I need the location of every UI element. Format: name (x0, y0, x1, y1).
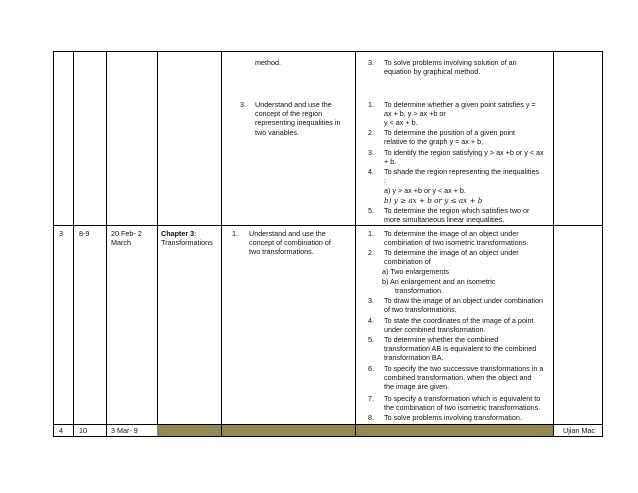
item-line: combination of (384, 257, 431, 267)
item-number: 3. (368, 296, 374, 305)
column-divider (106, 51, 107, 437)
week-range: 10 (79, 426, 87, 435)
item-line: To determine the region which satisfies two or (384, 206, 530, 215)
item-number: 5. (368, 206, 374, 215)
item-line: the image are given. (384, 382, 450, 392)
sub-item-line: transformation. (395, 286, 443, 296)
item-line: two transformations. (249, 247, 314, 257)
chapter-colon: : (194, 229, 197, 238)
item-number: 2. (368, 128, 374, 137)
item-line: concept of the region (255, 109, 323, 119)
item-line: concept of combination of (249, 238, 331, 248)
item-line: Understand and use the (255, 100, 332, 109)
item-line: relative to the graph y = ax + b, (384, 137, 484, 147)
column-divider (73, 51, 74, 437)
item-line: To draw the image of an object under combination (384, 296, 544, 305)
column-divider (553, 51, 554, 437)
item-line: To solve problems involving transformation. (384, 413, 522, 422)
shaded-cell (157, 425, 221, 436)
item-line: To identify the region satisfying y > ax +b or y < ax (384, 148, 544, 157)
learning-objective-text: method. (255, 58, 281, 67)
item-line: To shade the region representing the inequalities (384, 167, 540, 176)
item-line: To determine the position of a given point (384, 128, 516, 137)
item-line: : (384, 176, 386, 186)
table-border-bottom (53, 436, 603, 437)
item-line: under combined transformation. (384, 325, 486, 335)
item-line: y < ax + b. (384, 118, 418, 128)
item-line: transformation BA. (384, 353, 444, 363)
item-number: 7. (368, 394, 374, 403)
item-number: 4. (368, 316, 374, 325)
item-line: + b. (384, 157, 397, 167)
shaded-cell (356, 425, 553, 436)
item-line: To determine whether a given point satisfies y = (384, 100, 536, 109)
item-line: To state the coordinates of the image of a point (384, 316, 534, 325)
table-border-right (602, 51, 603, 437)
item-number: 3. (368, 148, 374, 157)
sub-item (382, 277, 495, 295)
sub-item-line: b) An enlargement and an isometric (382, 277, 496, 286)
sub-item-math: b) y ≥ ax + b or y ≤ ax + b (384, 196, 483, 205)
sub-item: a) y > ax +b or y < ax + b. (384, 186, 466, 195)
date-line: 20 Feb- 2 (111, 229, 142, 238)
shaded-cell (222, 425, 355, 436)
item-number: 2. (368, 248, 374, 257)
item-line: of two transformations. (384, 305, 457, 315)
table-border-top (53, 51, 603, 52)
table-border-left (53, 51, 54, 437)
item-line: transformation AB is equivalent to the combined (384, 344, 537, 354)
item-number: 1. (368, 229, 374, 238)
item-number: 3. (368, 58, 374, 67)
item-line: combined transformation, when the object and (384, 373, 532, 383)
column-divider (355, 51, 356, 437)
item-number: 1. (232, 229, 238, 238)
item-number: 6. (368, 364, 374, 373)
item-line: To specify a transformation which is equivalent to (384, 394, 541, 403)
item-line: To specify the two successive transformations in a (384, 364, 544, 373)
chapter-cell (161, 229, 213, 247)
sub-item: a) Two enlargements (382, 267, 449, 276)
item-number: 1. (368, 100, 374, 109)
column-divider (157, 51, 158, 437)
item-line: more simultaneous linear inequalities. (384, 215, 505, 225)
date-range: 3 Mar- 9 (111, 426, 138, 435)
column-divider (221, 51, 222, 437)
remark-text: Ujian Mac (563, 426, 595, 435)
item-line: Understand and use the (249, 229, 326, 238)
item-line: representing inequalities in (255, 118, 341, 128)
item-line: ax + b, y > ax +b or (384, 109, 446, 119)
item-number: 5. (368, 335, 374, 344)
item-line: equation by graphical method. (384, 67, 481, 77)
chapter-label: Chapter 3 (161, 229, 195, 238)
item-number: 8. (368, 413, 374, 422)
item-line: the combination of two isometric transformations. (384, 403, 541, 413)
item-line: To solve problems involving solution of an (384, 58, 517, 67)
item-line: two variables. (255, 127, 299, 137)
item-line: To determine the image of an object under (384, 248, 519, 257)
date-range (111, 229, 142, 247)
item-line: To determine whether the combined (384, 335, 499, 344)
item-line: To determine the image of an object under (384, 229, 519, 238)
date-line: March (111, 238, 131, 248)
item-number: 3. (240, 100, 246, 109)
item-number: 4. (368, 167, 374, 176)
chapter-title: Transformations (161, 238, 213, 248)
row-divider (53, 225, 603, 226)
week-number: 4 (59, 426, 63, 435)
item-line: combination of two isometric transformations. (384, 238, 529, 248)
week-range: 8-9 (79, 229, 90, 238)
week-number: 3 (59, 229, 63, 238)
